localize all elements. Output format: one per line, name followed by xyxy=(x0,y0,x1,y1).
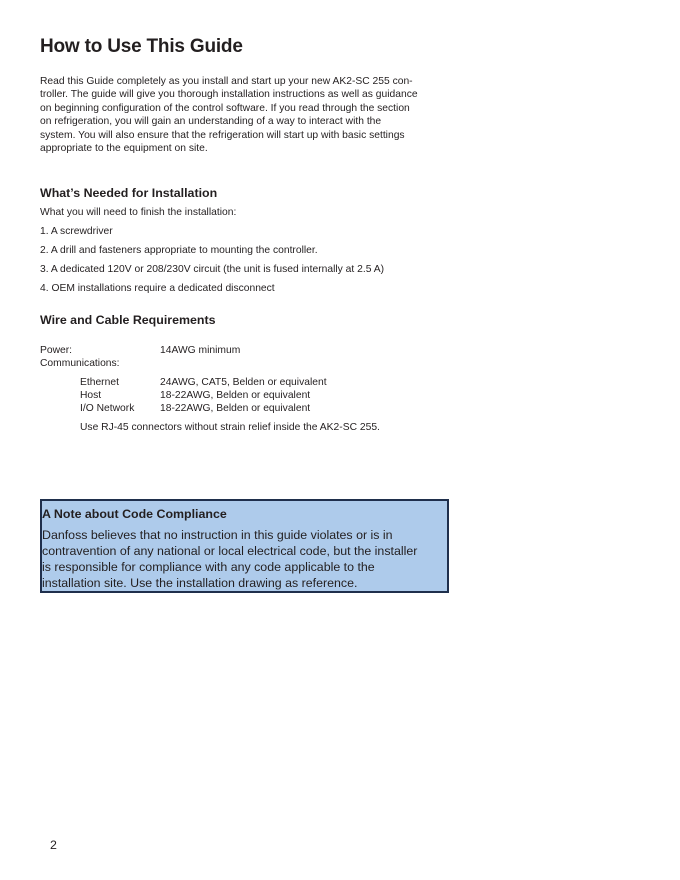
compliance-line: Danfoss believes that no instruction in this guide violates or is in xyxy=(42,528,393,542)
intro-line: appropriate to the equipment on site. xyxy=(40,143,208,155)
needed-item: 1. A screwdriver xyxy=(40,226,113,237)
intro-line: troller. The guide will give you thorough installation instructions as well as guidance xyxy=(40,89,418,101)
compliance-line: installation site. Use the installation drawing as reference. xyxy=(42,576,358,590)
wire-heading: Wire and Cable Requirements xyxy=(40,313,216,327)
compliance-title: A Note about Code Compliance xyxy=(42,507,227,521)
communications-label: Communications: xyxy=(40,358,120,369)
power-label: Power: xyxy=(40,345,73,356)
comm-row-value: 24AWG, CAT5, Belden or equivalent xyxy=(160,377,327,388)
needed-heading: What’s Needed for Installation xyxy=(40,186,218,200)
intro-line: system. You will also ensure that the refrigeration will start up with basic settings xyxy=(40,129,405,141)
compliance-line: contravention of any national or local electrical code, but the installer xyxy=(42,544,418,558)
needed-lead: What you will need to finish the installation: xyxy=(40,207,237,218)
intro-line: on refrigeration, you will gain an understanding of a way to interact with the xyxy=(40,116,382,128)
code-compliance-box xyxy=(40,499,449,593)
intro-line: on beginning configuration of the control software. If you read through the section xyxy=(40,102,410,114)
comm-row-value: 18-22AWG, Belden or equivalent xyxy=(160,390,311,401)
page-title: How to Use This Guide xyxy=(40,36,243,57)
comm-row-value: 18-22AWG, Belden or equivalent xyxy=(160,403,311,414)
comm-row-label: I/O Network xyxy=(80,403,135,414)
intro-paragraph xyxy=(40,75,440,155)
comm-row-label: Ethernet xyxy=(80,377,119,388)
needed-item: 4. OEM installations require a dedicated disconnect xyxy=(40,283,275,294)
needed-item: 2. A drill and fasteners appropriate to mounting the controller. xyxy=(40,245,318,256)
comm-row-label: Host xyxy=(80,390,102,401)
compliance-body xyxy=(42,527,442,591)
compliance-line: is responsible for compliance with any code applicable to the xyxy=(42,560,375,574)
page-number: 2 xyxy=(50,838,57,852)
needed-item: 3. A dedicated 120V or 208/230V circuit (the unit is fused internally at 2.5 A) xyxy=(40,264,385,275)
rj45-note: Use RJ-45 connectors without strain relief inside the AK2-SC 255. xyxy=(80,422,380,433)
intro-line: Read this Guide completely as you install and start up your new AK2-SC 255 con- xyxy=(40,76,413,87)
power-value: 14AWG minimum xyxy=(160,345,241,356)
